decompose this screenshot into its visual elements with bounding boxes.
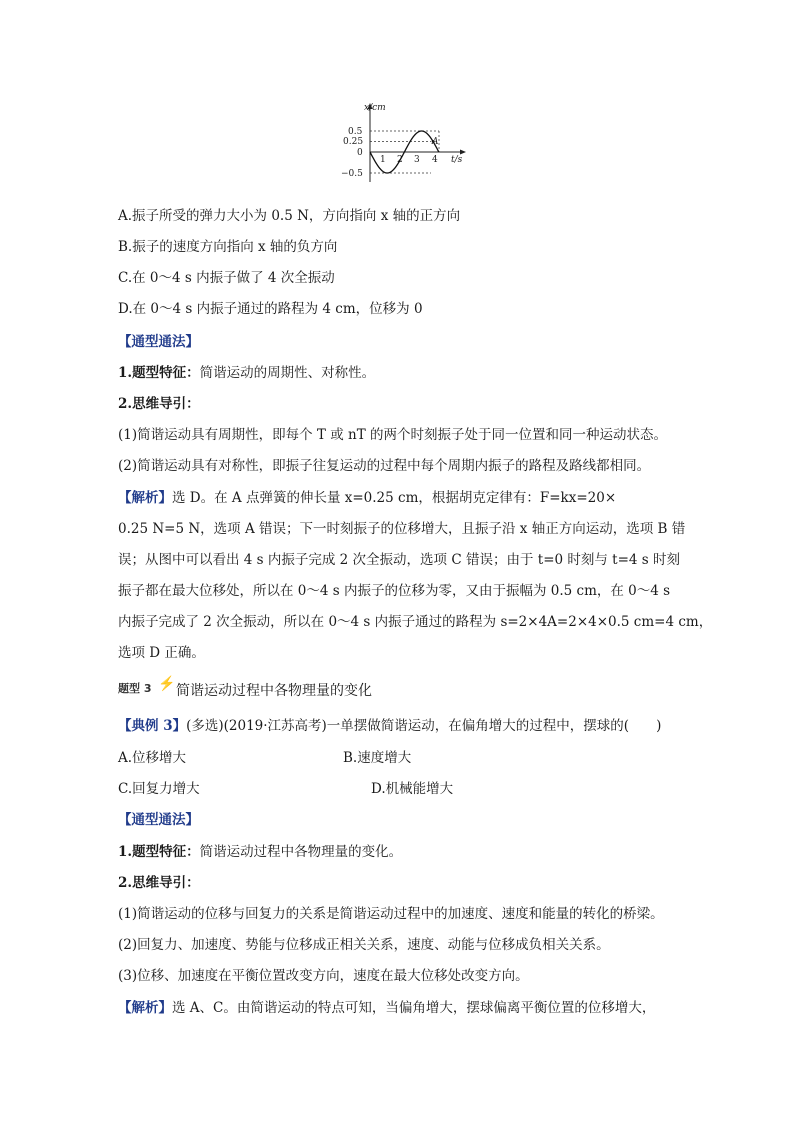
feature-label: 1.题型特征： [118, 844, 200, 860]
method-heading: 【通型通法】 [118, 334, 199, 350]
analysis-line [118, 488, 616, 508]
analysis-text: 选 A、C。由简谐运动的特点可知，当偏角增大，摆球偏离平衡位置的位移增大， [172, 1000, 656, 1016]
section-title: 简谐运动过程中各物理量的变化 [176, 683, 372, 699]
y-tick-label: 0.25 [343, 137, 364, 147]
method-heading: 【通型通法】 [118, 812, 199, 828]
x-tick-label: 3 [414, 155, 420, 165]
point-a-label: A [432, 137, 439, 147]
guide-point: (2)简谐运动具有对称性，即振子往复运动的过程中每个周期内振子的路程及路线都相同。 [118, 458, 651, 474]
example-option-d: D.机械能增大 [371, 781, 454, 797]
analysis-line: 选项 D 正确。 [118, 645, 205, 661]
example-option-a: A.位移增大 [118, 750, 187, 766]
feature-text: 简谐运动的周期性、对称性。 [199, 365, 376, 381]
example-text: (多选)(2019·江苏高考)一单摆做简谐运动，在偏角增大的过程中，摆球的( ) [186, 718, 662, 734]
analysis-line: 内振子完成了 2 次全振动，所以在 0～4 s 内振子通过的路程为 s=2×4A=2×4×0.5 cm=4 cm， [118, 614, 713, 630]
option-d: D.在 0～4 s 内振子通过的路程为 4 cm，位移为 0 [118, 301, 423, 317]
y-axis-label: x/cm [364, 103, 386, 113]
feature-label: 1.题型特征： [118, 365, 200, 381]
analysis-line [118, 998, 655, 1018]
analysis-text: 选 D。在 A 点弹簧的伸长量 x=0.25 cm，根据胡克定律有：F=kx=20× [172, 490, 617, 506]
x-axis-arrow [460, 150, 466, 155]
displacement-time-graph [335, 100, 485, 182]
y-tick-label: −0.5 [341, 169, 363, 179]
example-option-c: C.回复力增大 [118, 781, 200, 797]
x-tick-label: 4 [432, 155, 438, 165]
option-a: A.振子所受的弹力大小为 0.5 N，方向指向 x 轴的正方向 [118, 208, 461, 224]
analysis-label: 【解析】 [118, 490, 172, 506]
feature-text: 简谐运动过程中各物理量的变化。 [199, 844, 403, 860]
feature-line [118, 363, 375, 383]
x-tick-label: 2 [397, 155, 403, 165]
x-axis-label: t/s [451, 155, 463, 165]
option-b: B.振子的速度方向指向 x 轴的负方向 [118, 239, 338, 255]
guide-point: (1)简谐运动的位移与回复力的关系是简谐运动过程中的加速度、速度和能量的转化的桥梁。 [118, 906, 664, 922]
guide-point: (3)位移、加速度在平衡位置改变方向，速度在最大位移处改变方向。 [118, 968, 529, 984]
example-label: 【典例 3】 [118, 718, 187, 734]
analysis-line: 0.25 N=5 N，选项 A 错误；下一时刻振子的位移增大，且振子沿 x 轴正方向运动，选项 B 错 [118, 521, 686, 537]
section-badge [118, 678, 174, 698]
y-tick-label: 0.5 [348, 127, 363, 137]
example-line [118, 716, 661, 736]
guide-point: (1)简谐运动具有周期性，即每个 T 或 nT 的两个时刻振子处于同一位置和同一种运动状态。 [118, 427, 667, 443]
analysis-line: 误；从图中可以看出 4 s 内振子完成 2 次全振动，选项 C 错误；由于 t=0 时刻与 t=4 s 时刻 [118, 552, 681, 568]
y-tick-label: 0 [357, 148, 363, 158]
guide-label: 2.思维导引： [118, 875, 200, 891]
feature-line [118, 842, 402, 862]
lightning-icon: ⚡ [158, 676, 176, 692]
option-c: C.在 0～4 s 内振子做了 4 次全振动 [118, 270, 335, 286]
x-tick-label: 1 [380, 155, 386, 165]
guide-label: 2.思维导引： [118, 396, 200, 412]
example-option-b: B.速度增大 [343, 750, 412, 766]
analysis-label: 【解析】 [118, 1000, 172, 1016]
guide-point: (2)回复力、加速度、势能与位移成正相关关系，速度、动能与位移成负相关关系。 [118, 937, 610, 953]
analysis-line: 振子都在最大位移处，所以在 0～4 s 内振子的位移为零，又由于振幅为 0.5 cm，在 0～4 s [118, 583, 671, 599]
section-badge-text: 题型 3 [118, 682, 152, 695]
